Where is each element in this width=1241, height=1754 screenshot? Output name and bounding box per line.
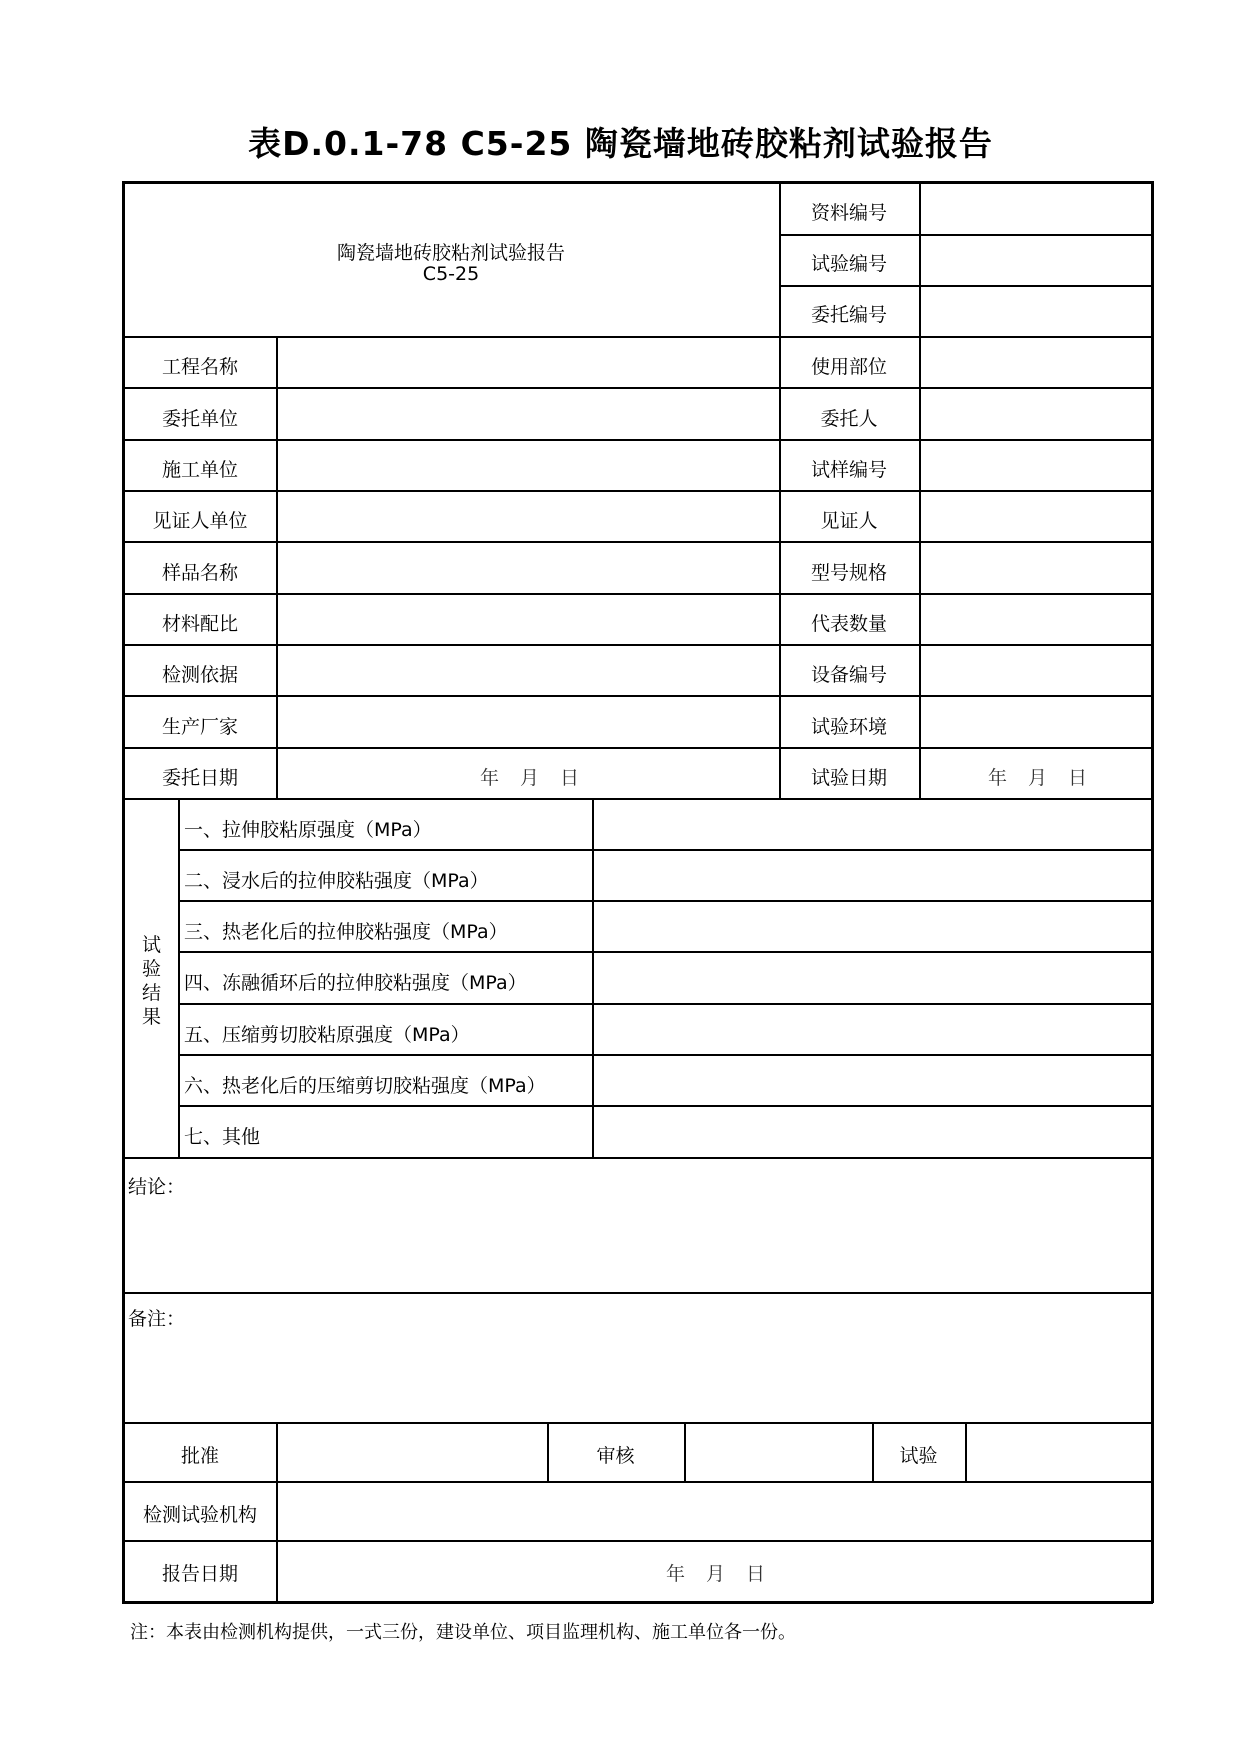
result-item-3: 三、热老化后的拉伸胶粘强度（MPa） — [184, 921, 508, 943]
report-name: 陶瓷墙地砖胶粘剂试验报告 — [336, 242, 565, 264]
result-item-1: 一、拉伸胶粘原强度（MPa） — [184, 819, 432, 841]
table-rule — [684, 1422, 686, 1481]
label-use-location: 使用部位 — [810, 356, 887, 378]
result-item-7: 七、其他 — [184, 1126, 261, 1148]
table-rule — [178, 951, 1153, 953]
table-rule — [276, 1422, 278, 1603]
commission-date-month: 月 — [520, 767, 540, 789]
label-model-spec: 型号规格 — [810, 562, 887, 584]
results-label-char-1: 试 — [142, 934, 162, 956]
table-rule — [122, 1292, 1153, 1294]
footnote: 注：本表由检测机构提供，一式三份，建设单位、项目监理机构、施工单位各一份。 — [130, 1622, 796, 1643]
table-rule — [965, 1422, 967, 1481]
label-material-ratio: 材料配比 — [161, 613, 238, 635]
results-label-char-2: 验 — [142, 958, 162, 980]
table-rule — [122, 1540, 1153, 1542]
label-test-date: 试验日期 — [810, 767, 887, 789]
label-archive-no: 资料编号 — [810, 202, 887, 224]
label-review: 审核 — [596, 1445, 635, 1467]
results-label-char-4: 果 — [142, 1006, 162, 1028]
label-test: 试验 — [899, 1445, 938, 1467]
table-rule — [122, 1481, 1153, 1483]
remark-label: 备注： — [128, 1308, 186, 1330]
table-rule — [592, 798, 594, 1157]
table-rule — [178, 798, 180, 1157]
label-witness-unit: 见证人单位 — [152, 510, 248, 532]
table-rule — [122, 798, 1153, 800]
label-test-environment: 试验环境 — [810, 716, 887, 738]
report-date-day: 日 — [746, 1563, 766, 1585]
table-rule — [178, 849, 1153, 851]
table-rule — [122, 181, 1153, 184]
result-item-4: 四、冻融循环后的拉伸胶粘强度（MPa） — [184, 972, 527, 994]
page-title: 表D.0.1-78 C5-25 陶瓷墙地砖胶粘剂试验报告 — [248, 124, 993, 163]
report-code: C5-25 — [422, 263, 480, 285]
label-construction-unit: 施工单位 — [161, 459, 238, 481]
conclusion-label: 结论： — [128, 1176, 186, 1198]
label-sample-name: 样品名称 — [161, 562, 238, 584]
label-manufacturer: 生产厂家 — [161, 716, 238, 738]
label-report-date: 报告日期 — [161, 1563, 238, 1585]
label-sample-no: 试样编号 — [810, 459, 887, 481]
label-test-basis: 检测依据 — [161, 664, 238, 686]
label-commission-date: 委托日期 — [161, 767, 238, 789]
label-test-institution: 检测试验机构 — [142, 1504, 257, 1526]
results-label-char-3: 结 — [142, 982, 162, 1004]
label-project-name: 工程名称 — [161, 356, 238, 378]
table-rule — [178, 1105, 1153, 1107]
table-rule — [779, 285, 1153, 287]
table-rule — [178, 900, 1153, 902]
label-client-unit: 委托单位 — [161, 408, 238, 430]
label-representative-qty: 代表数量 — [810, 613, 887, 635]
result-item-5: 五、压缩剪切胶粘原强度（MPa） — [184, 1024, 470, 1046]
report-date-year: 年 — [666, 1563, 686, 1585]
test-date-month: 月 — [1028, 767, 1048, 789]
label-test-no: 试验编号 — [810, 253, 887, 275]
commission-date-year: 年 — [480, 767, 500, 789]
table-rule — [122, 1157, 1153, 1159]
table-rule — [178, 1054, 1153, 1056]
test-date-year: 年 — [988, 767, 1008, 789]
label-equipment-no: 设备编号 — [810, 664, 887, 686]
table-rule — [779, 234, 1153, 236]
table-rule — [122, 181, 125, 1603]
label-approve: 批准 — [180, 1445, 219, 1467]
result-item-6: 六、热老化后的压缩剪切胶粘强度（MPa） — [184, 1075, 546, 1097]
label-client-person: 委托人 — [820, 408, 878, 430]
result-item-2: 二、浸水后的拉伸胶粘强度（MPa） — [184, 870, 489, 892]
table-rule — [178, 1003, 1153, 1005]
label-witness: 见证人 — [820, 510, 878, 532]
table-rule — [1151, 181, 1154, 1603]
table-rule — [276, 336, 278, 798]
label-commission-no: 委托编号 — [810, 304, 887, 326]
test-date-day: 日 — [1068, 767, 1088, 789]
commission-date-day: 日 — [560, 767, 580, 789]
report-date-month: 月 — [706, 1563, 726, 1585]
